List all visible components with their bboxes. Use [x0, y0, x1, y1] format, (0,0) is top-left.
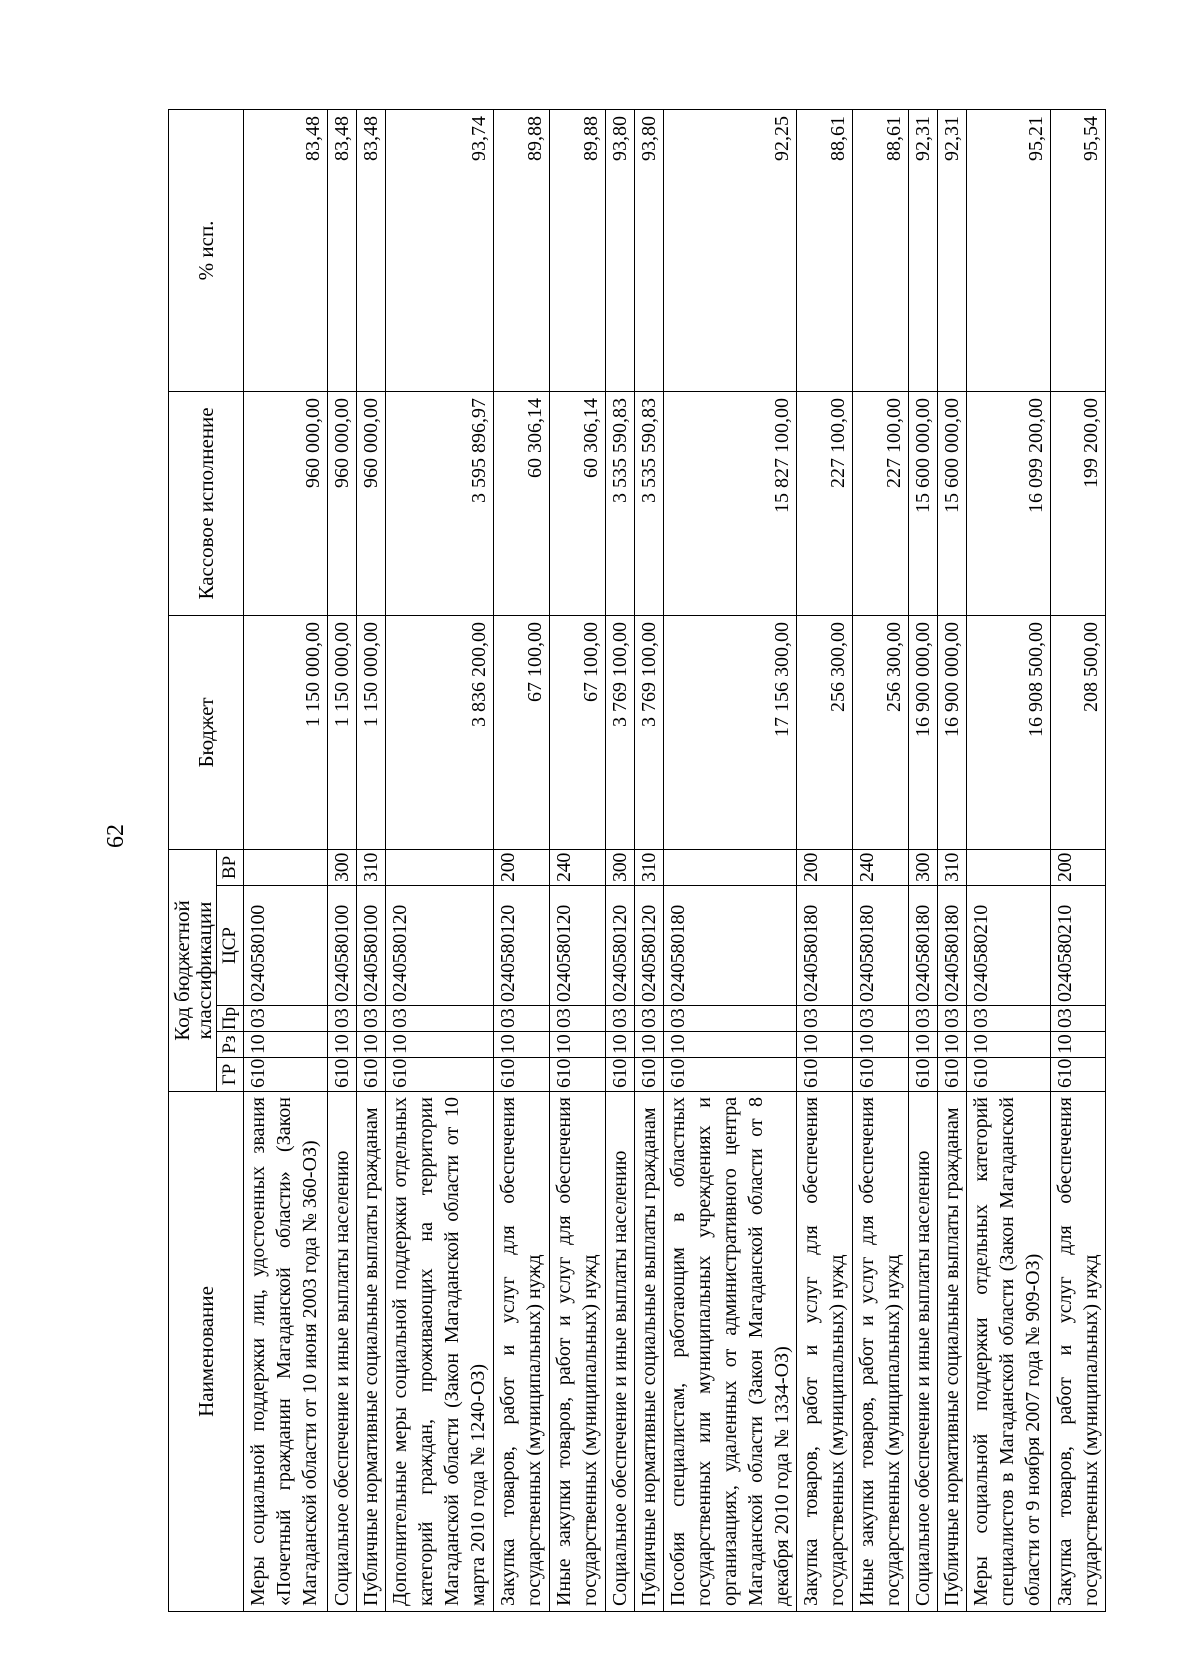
row-csr: 0240580100 — [244, 886, 328, 1006]
row-gr: 610 — [853, 1058, 909, 1092]
row-vr: 300 — [909, 849, 938, 885]
row-gr: 610 — [797, 1058, 853, 1092]
row-gr: 610 — [664, 1058, 797, 1092]
table-row — [938, 109, 967, 1611]
row-gr: 610 — [967, 1058, 1051, 1092]
row-percent: 95,54 — [1051, 109, 1106, 391]
table-row — [909, 109, 938, 1611]
row-rz: 10 — [328, 1032, 357, 1058]
row-percent: 92,25 — [664, 109, 797, 391]
row-pr: 03 — [244, 1006, 328, 1032]
row-pr: 03 — [938, 1006, 967, 1032]
row-vr: 300 — [606, 849, 635, 885]
row-pr: 03 — [1051, 1006, 1106, 1032]
row-name: Публичные нормативные социальные выплаты гражданам — [635, 1092, 664, 1612]
col-header-budget: Бюджет — [169, 615, 244, 849]
row-rz: 10 — [550, 1032, 606, 1058]
row-name: Закупка товаров, работ и услуг для обеспечения государственных (муниципальных) нужд — [797, 1092, 853, 1612]
row-pr: 03 — [328, 1006, 357, 1032]
row-execution: 3 595 896,97 — [386, 391, 494, 615]
row-execution: 960 000,00 — [244, 391, 328, 615]
row-execution: 199 200,00 — [1051, 391, 1106, 615]
table-row — [967, 109, 1051, 1611]
row-execution: 960 000,00 — [357, 391, 386, 615]
row-name: Публичные нормативные социальные выплаты гражданам — [938, 1092, 967, 1612]
row-execution: 3 535 590,83 — [635, 391, 664, 615]
row-vr: 200 — [494, 849, 550, 885]
table-row — [606, 109, 635, 1611]
col-header-vr: ВР — [217, 849, 244, 885]
col-header-gr: ГР — [217, 1058, 244, 1092]
row-gr: 610 — [909, 1058, 938, 1092]
table-row — [550, 109, 606, 1611]
col-header-code-group: Код бюджетной классификации — [169, 849, 217, 1091]
row-execution: 960 000,00 — [328, 391, 357, 615]
rotated-page-content — [168, 110, 1102, 1612]
row-percent: 83,48 — [244, 109, 328, 391]
row-gr: 610 — [550, 1058, 606, 1092]
row-execution: 15 827 100,00 — [664, 391, 797, 615]
row-rz: 10 — [635, 1032, 664, 1058]
row-rz: 10 — [938, 1032, 967, 1058]
row-csr: 0240580100 — [328, 886, 357, 1006]
row-rz: 10 — [1051, 1032, 1106, 1058]
row-execution: 227 100,00 — [853, 391, 909, 615]
row-execution: 60 306,14 — [550, 391, 606, 615]
col-header-percent: % исп. — [169, 109, 244, 391]
row-pr: 03 — [967, 1006, 1051, 1032]
header-row-1 — [169, 109, 217, 1611]
row-vr: 240 — [550, 849, 606, 885]
row-budget: 208 500,00 — [1051, 615, 1106, 849]
row-rz: 10 — [967, 1032, 1051, 1058]
row-rz: 10 — [853, 1032, 909, 1058]
budget-table — [168, 109, 1106, 1612]
row-vr: 310 — [635, 849, 664, 885]
table-row — [853, 109, 909, 1611]
row-name: Меры социальной поддержки лиц, удостоенных звания «Почетный гражданин Магаданской области» (Закон Магаданской области от 10 июня 2003 года № 360-ОЗ) — [244, 1092, 328, 1612]
row-pr: 03 — [664, 1006, 797, 1032]
row-pr: 03 — [386, 1006, 494, 1032]
row-name: Закупка товаров, работ и услуг для обеспечения государственных (муниципальных) нужд — [1051, 1092, 1106, 1612]
row-csr: 0240580120 — [606, 886, 635, 1006]
row-vr — [244, 849, 328, 885]
row-budget: 1 150 000,00 — [328, 615, 357, 849]
row-gr: 610 — [635, 1058, 664, 1092]
row-budget: 67 100,00 — [550, 615, 606, 849]
row-csr: 0240580100 — [357, 886, 386, 1006]
row-vr: 310 — [357, 849, 386, 885]
row-name: Дополнительные меры социальной поддержки отдельных категорий граждан, проживающих на территории Магаданской области (Закон Магаданской области от 10 марта 2010 года № 1240-ОЗ) — [386, 1092, 494, 1612]
row-percent: 89,88 — [494, 109, 550, 391]
row-pr: 03 — [494, 1006, 550, 1032]
row-execution: 16 099 200,00 — [967, 391, 1051, 615]
row-rz: 10 — [606, 1032, 635, 1058]
row-pr: 03 — [909, 1006, 938, 1032]
row-name: Меры социальной поддержки отдельных категорий специалистов в Магаданской области (Закон Магаданской области от 9 ноября 2007 года № 909-ОЗ) — [967, 1092, 1051, 1612]
row-budget: 3 836 200,00 — [386, 615, 494, 849]
row-vr: 200 — [1051, 849, 1106, 885]
row-gr: 610 — [1051, 1058, 1106, 1092]
row-gr: 610 — [938, 1058, 967, 1092]
row-vr — [386, 849, 494, 885]
row-csr: 0240580180 — [797, 886, 853, 1006]
row-percent: 88,61 — [797, 109, 853, 391]
row-budget: 67 100,00 — [494, 615, 550, 849]
row-gr: 610 — [244, 1058, 328, 1092]
row-percent: 89,88 — [550, 109, 606, 391]
row-vr: 300 — [328, 849, 357, 885]
table-row — [664, 109, 797, 1611]
row-csr: 0240580120 — [386, 886, 494, 1006]
row-budget: 16 900 000,00 — [909, 615, 938, 849]
row-rz: 10 — [244, 1032, 328, 1058]
row-execution: 227 100,00 — [797, 391, 853, 615]
row-execution: 3 535 590,83 — [606, 391, 635, 615]
row-csr: 0240580180 — [853, 886, 909, 1006]
row-csr: 0240580180 — [909, 886, 938, 1006]
row-rz: 10 — [386, 1032, 494, 1058]
row-vr: 310 — [938, 849, 967, 885]
row-vr: 200 — [797, 849, 853, 885]
row-csr: 0240580210 — [967, 886, 1051, 1006]
col-header-execution: Кассовое исполнение — [169, 391, 244, 615]
row-rz: 10 — [664, 1032, 797, 1058]
row-percent: 88,61 — [853, 109, 909, 391]
row-vr: 240 — [853, 849, 909, 885]
row-budget: 3 769 100,00 — [606, 615, 635, 849]
row-pr: 03 — [635, 1006, 664, 1032]
table-row — [494, 109, 550, 1611]
row-csr: 0240580180 — [664, 886, 797, 1006]
row-csr: 0240580210 — [1051, 886, 1106, 1006]
row-execution: 60 306,14 — [494, 391, 550, 615]
row-name: Иные закупки товаров, работ и услуг для обеспечения государственных (муниципальных) нужд — [853, 1092, 909, 1612]
row-budget: 1 150 000,00 — [357, 615, 386, 849]
row-csr: 0240580180 — [938, 886, 967, 1006]
row-csr: 0240580120 — [635, 886, 664, 1006]
row-budget: 256 300,00 — [853, 615, 909, 849]
row-budget: 3 769 100,00 — [635, 615, 664, 849]
row-budget: 1 150 000,00 — [244, 615, 328, 849]
row-name: Публичные нормативные социальные выплаты гражданам — [357, 1092, 386, 1612]
row-vr — [664, 849, 797, 885]
row-rz: 10 — [909, 1032, 938, 1058]
row-rz: 10 — [797, 1032, 853, 1058]
page-number: 62 — [103, 824, 129, 848]
row-gr: 610 — [606, 1058, 635, 1092]
row-name: Закупка товаров, работ и услуг для обеспечения государственных (муниципальных) нужд — [494, 1092, 550, 1612]
row-csr: 0240580120 — [550, 886, 606, 1006]
row-pr: 03 — [853, 1006, 909, 1032]
table-row — [1051, 109, 1106, 1611]
row-name: Пособия специалистам, работающим в областных государственных или муниципальных учреждениях и организациях, удаленных от административного центра Магаданской области (Закон Магаданской области от 8 декабря 2010 года № 1334-ОЗ) — [664, 1092, 797, 1612]
row-budget: 16 908 500,00 — [967, 615, 1051, 849]
col-header-name: Наименование — [169, 1092, 244, 1612]
table-row — [635, 109, 664, 1611]
row-csr: 0240580120 — [494, 886, 550, 1006]
row-percent: 83,48 — [328, 109, 357, 391]
row-rz: 10 — [494, 1032, 550, 1058]
table-row — [797, 109, 853, 1611]
row-percent: 92,31 — [909, 109, 938, 391]
row-name: Социальное обеспечение и иные выплаты населению — [606, 1092, 635, 1612]
row-rz: 10 — [357, 1032, 386, 1058]
col-header-csr: ЦСР — [217, 886, 244, 1006]
row-percent: 83,48 — [357, 109, 386, 391]
row-vr — [967, 849, 1051, 885]
row-execution: 15 600 000,00 — [938, 391, 967, 615]
row-percent: 95,21 — [967, 109, 1051, 391]
row-percent: 93,80 — [635, 109, 664, 391]
row-percent: 93,80 — [606, 109, 635, 391]
row-pr: 03 — [606, 1006, 635, 1032]
row-gr: 610 — [357, 1058, 386, 1092]
row-name: Социальное обеспечение и иные выплаты населению — [909, 1092, 938, 1612]
row-name: Иные закупки товаров, работ и услуг для обеспечения государственных (муниципальных) нужд — [550, 1092, 606, 1612]
table-row — [386, 109, 494, 1611]
table-row — [328, 109, 357, 1611]
row-gr: 610 — [328, 1058, 357, 1092]
row-pr: 03 — [550, 1006, 606, 1032]
row-execution: 15 600 000,00 — [909, 391, 938, 615]
row-budget: 256 300,00 — [797, 615, 853, 849]
row-gr: 610 — [386, 1058, 494, 1092]
row-budget: 17 156 300,00 — [664, 615, 797, 849]
table-row — [244, 109, 328, 1611]
row-percent: 92,31 — [938, 109, 967, 391]
table-row — [357, 109, 386, 1611]
row-percent: 93,74 — [386, 109, 494, 391]
row-name: Социальное обеспечение и иные выплаты населению — [328, 1092, 357, 1612]
row-pr: 03 — [357, 1006, 386, 1032]
row-pr: 03 — [797, 1006, 853, 1032]
row-budget: 16 900 000,00 — [938, 615, 967, 849]
col-header-rz: Рз — [217, 1032, 244, 1058]
col-header-pr: Пр — [217, 1006, 244, 1032]
row-gr: 610 — [494, 1058, 550, 1092]
